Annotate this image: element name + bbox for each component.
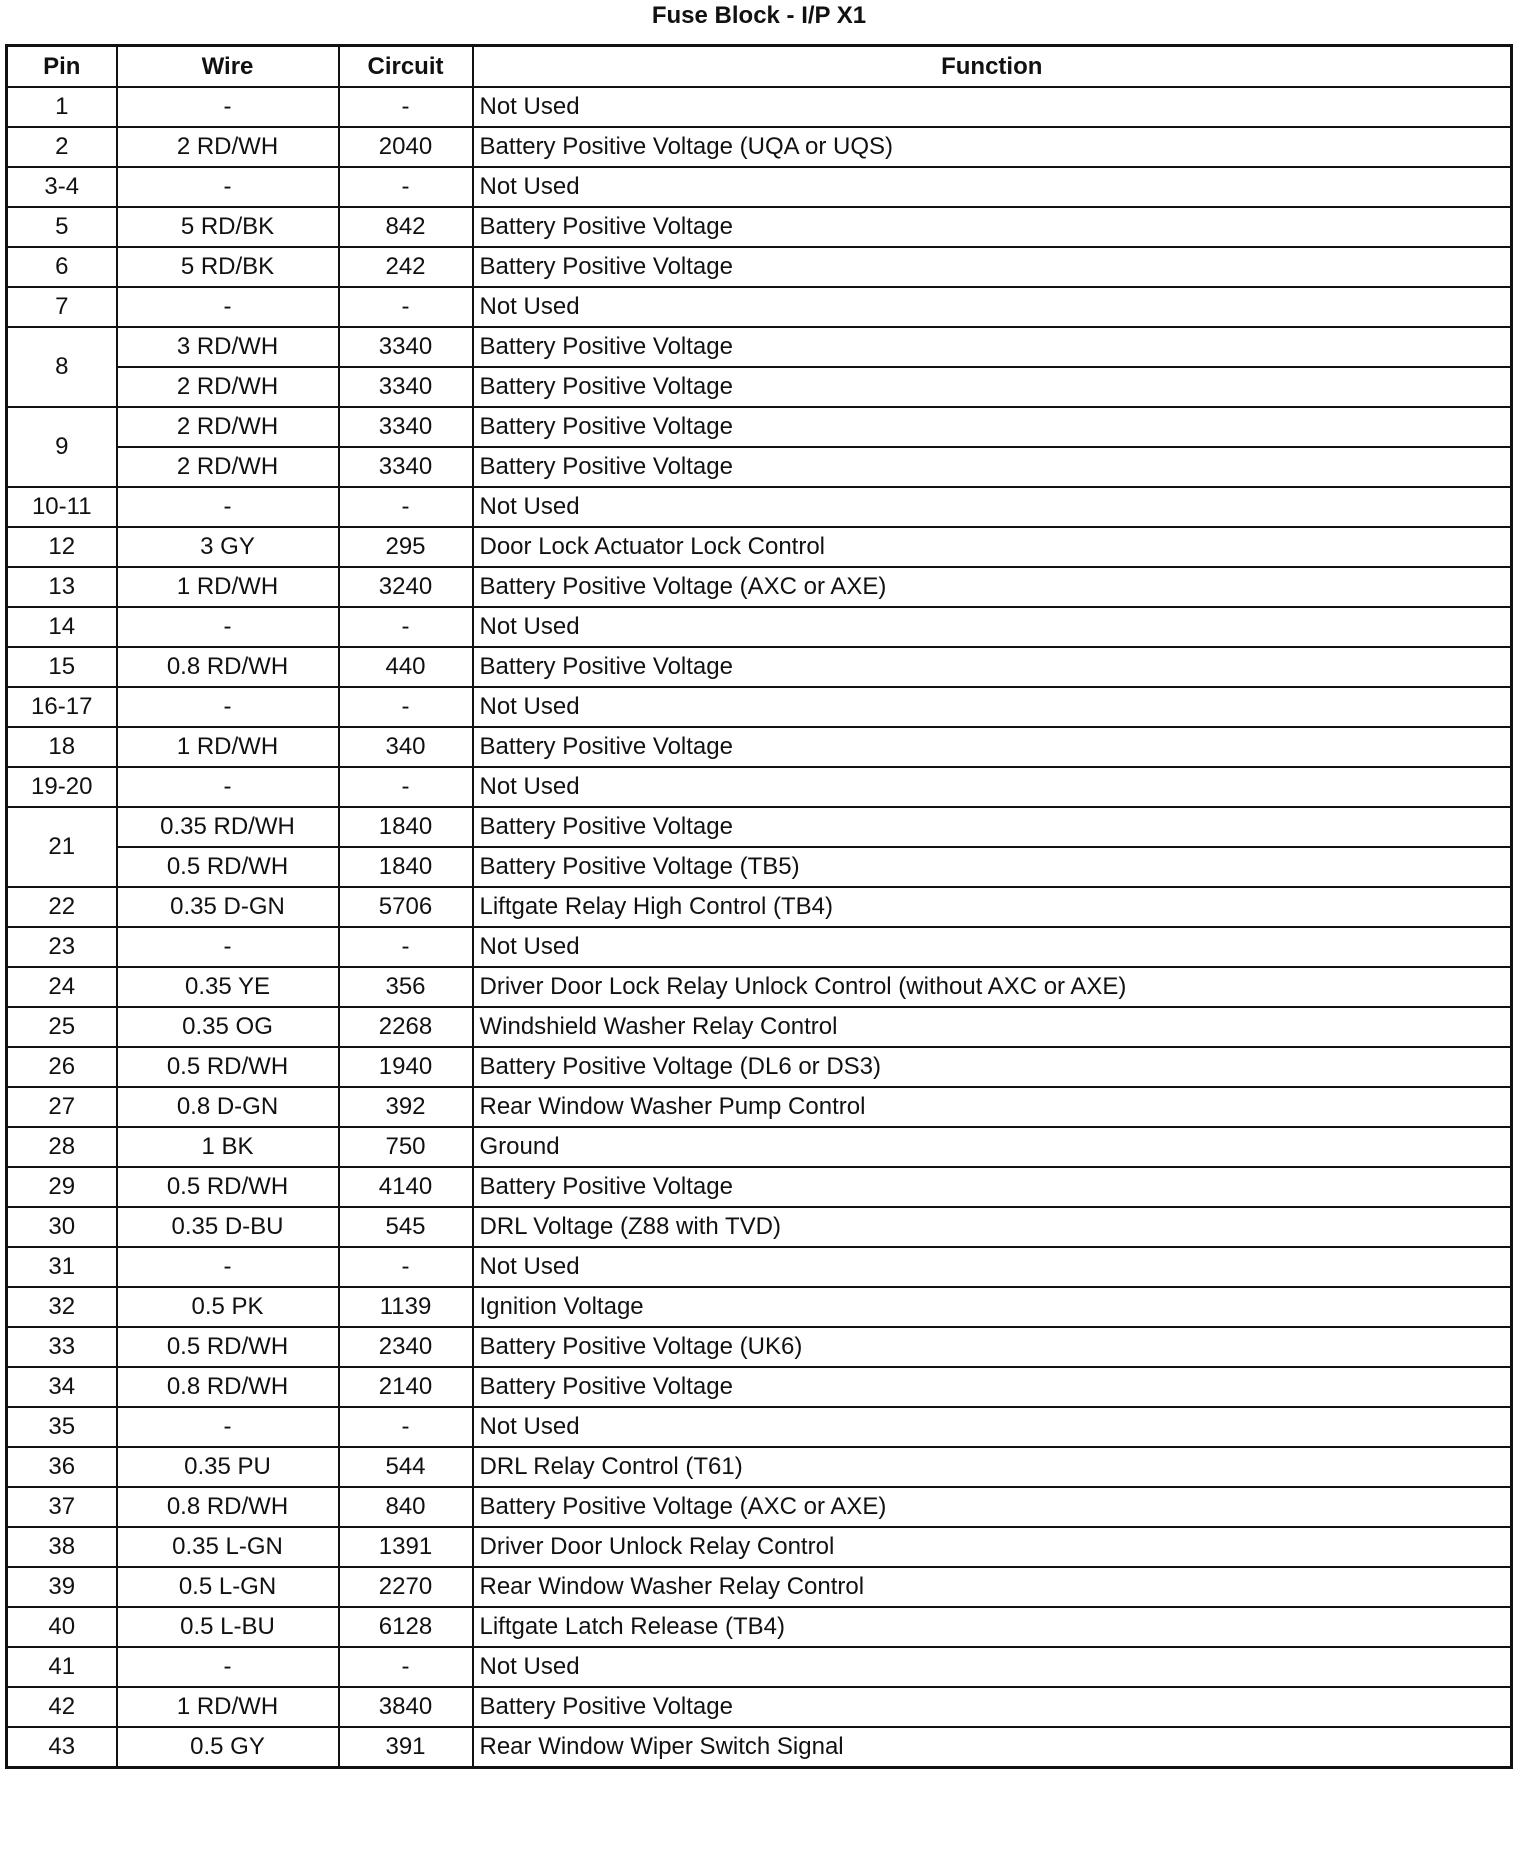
wire-cell: 0.8 RD/WH: [117, 647, 339, 687]
wire-cell: 2 RD/WH: [117, 367, 339, 407]
circuit-cell: -: [339, 1407, 473, 1447]
table-row: [7, 1487, 1512, 1527]
pin-cell: 30: [7, 1207, 117, 1247]
function-cell: Ignition Voltage: [473, 1287, 1512, 1327]
table-row: [7, 1727, 1512, 1768]
pin-cell: 12: [7, 527, 117, 567]
table-row: [7, 1647, 1512, 1687]
circuit-cell: 3240: [339, 567, 473, 607]
wire-cell: 0.8 RD/WH: [117, 1367, 339, 1407]
pin-cell: 8: [7, 327, 117, 407]
table-row: [7, 887, 1512, 927]
function-cell: Driver Door Lock Relay Unlock Control (without AXC or AXE): [473, 967, 1512, 1007]
table-row: [7, 1607, 1512, 1647]
circuit-cell: 842: [339, 207, 473, 247]
circuit-cell: 440: [339, 647, 473, 687]
pin-cell: 18: [7, 727, 117, 767]
wire-cell: 0.35 D-GN: [117, 887, 339, 927]
table-row: [7, 967, 1512, 1007]
function-cell: Battery Positive Voltage: [473, 207, 1512, 247]
function-cell: Not Used: [473, 927, 1512, 967]
circuit-cell: 1139: [339, 1287, 473, 1327]
function-cell: Not Used: [473, 767, 1512, 807]
circuit-cell: 6128: [339, 1607, 473, 1647]
wire-cell: 0.35 YE: [117, 967, 339, 1007]
circuit-cell: -: [339, 1647, 473, 1687]
table-row: [7, 1127, 1512, 1167]
function-cell: Not Used: [473, 287, 1512, 327]
wire-cell: 0.5 RD/WH: [117, 847, 339, 887]
function-cell: Battery Positive Voltage (TB5): [473, 847, 1512, 887]
function-cell: Battery Positive Voltage: [473, 447, 1512, 487]
pin-cell: 43: [7, 1727, 117, 1768]
table-row: [7, 807, 1512, 847]
pin-cell: 23: [7, 927, 117, 967]
wire-cell: 5 RD/BK: [117, 247, 339, 287]
function-cell: Rear Window Wiper Switch Signal: [473, 1727, 1512, 1768]
circuit-cell: -: [339, 167, 473, 207]
pin-cell: 27: [7, 1087, 117, 1127]
circuit-cell: -: [339, 87, 473, 127]
wire-cell: -: [117, 167, 339, 207]
circuit-cell: 750: [339, 1127, 473, 1167]
function-cell: Not Used: [473, 1247, 1512, 1287]
wire-cell: 0.5 L-GN: [117, 1567, 339, 1607]
circuit-cell: 3340: [339, 327, 473, 367]
circuit-cell: 544: [339, 1447, 473, 1487]
function-cell: Not Used: [473, 87, 1512, 127]
function-cell: Battery Positive Voltage: [473, 1167, 1512, 1207]
circuit-cell: 2040: [339, 127, 473, 167]
header-function: Function: [473, 46, 1512, 88]
table-row: [7, 1167, 1512, 1207]
table-row: [7, 167, 1512, 207]
pin-cell: 29: [7, 1167, 117, 1207]
pin-cell: 6: [7, 247, 117, 287]
function-cell: Battery Positive Voltage: [473, 1687, 1512, 1727]
wire-cell: 0.5 PK: [117, 1287, 339, 1327]
wire-cell: -: [117, 1407, 339, 1447]
circuit-cell: 2340: [339, 1327, 473, 1367]
circuit-cell: 295: [339, 527, 473, 567]
table-row: [7, 1567, 1512, 1607]
table-row: [7, 1207, 1512, 1247]
pin-cell: 16-17: [7, 687, 117, 727]
wire-cell: 5 RD/BK: [117, 207, 339, 247]
wire-cell: 0.5 GY: [117, 1727, 339, 1768]
function-cell: Liftgate Latch Release (TB4): [473, 1607, 1512, 1647]
wire-cell: 1 BK: [117, 1127, 339, 1167]
circuit-cell: -: [339, 287, 473, 327]
circuit-cell: 2270: [339, 1567, 473, 1607]
pinout-table: [5, 44, 1513, 1769]
table-row: [7, 647, 1512, 687]
wire-cell: -: [117, 1247, 339, 1287]
table-row: [7, 1247, 1512, 1287]
pin-cell: 21: [7, 807, 117, 887]
table-row: [7, 1047, 1512, 1087]
table-row: [7, 527, 1512, 567]
pin-cell: 1: [7, 87, 117, 127]
circuit-cell: 1940: [339, 1047, 473, 1087]
table-row: [7, 87, 1512, 127]
table-row: [7, 727, 1512, 767]
function-cell: Battery Positive Voltage: [473, 727, 1512, 767]
wire-cell: -: [117, 767, 339, 807]
pin-cell: 38: [7, 1527, 117, 1567]
function-cell: DRL Relay Control (T61): [473, 1447, 1512, 1487]
pin-cell: 34: [7, 1367, 117, 1407]
function-cell: Driver Door Unlock Relay Control: [473, 1527, 1512, 1567]
circuit-cell: 3340: [339, 367, 473, 407]
table-row: [7, 207, 1512, 247]
pin-cell: 32: [7, 1287, 117, 1327]
table-row: [7, 1007, 1512, 1047]
wire-cell: -: [117, 487, 339, 527]
function-cell: Battery Positive Voltage: [473, 407, 1512, 447]
header-circuit: Circuit: [339, 46, 473, 88]
table-row: [7, 687, 1512, 727]
document-title-text: Fuse Block - I/P X1: [651, 2, 867, 29]
table-row: [7, 407, 1512, 447]
function-cell: Rear Window Washer Pump Control: [473, 1087, 1512, 1127]
circuit-cell: -: [339, 687, 473, 727]
pin-cell: 14: [7, 607, 117, 647]
circuit-cell: 340: [339, 727, 473, 767]
function-cell: Battery Positive Voltage: [473, 327, 1512, 367]
function-cell: Battery Positive Voltage: [473, 1367, 1512, 1407]
pin-cell: 28: [7, 1127, 117, 1167]
wire-cell: 0.8 D-GN: [117, 1087, 339, 1127]
pin-cell: 36: [7, 1447, 117, 1487]
wire-cell: 2 RD/WH: [117, 407, 339, 447]
table-row: [7, 1087, 1512, 1127]
pin-cell: 5: [7, 207, 117, 247]
table-row: [7, 367, 1512, 407]
table-row: [7, 1527, 1512, 1567]
table-row: [7, 1327, 1512, 1367]
wire-cell: 2 RD/WH: [117, 127, 339, 167]
table-row: [7, 567, 1512, 607]
function-cell: Battery Positive Voltage (UK6): [473, 1327, 1512, 1367]
pin-cell: 41: [7, 1647, 117, 1687]
function-cell: Not Used: [473, 487, 1512, 527]
pin-cell: 25: [7, 1007, 117, 1047]
pin-cell: 3-4: [7, 167, 117, 207]
function-cell: Battery Positive Voltage (DL6 or DS3): [473, 1047, 1512, 1087]
circuit-cell: -: [339, 927, 473, 967]
pin-cell: 15: [7, 647, 117, 687]
wire-cell: 0.5 RD/WH: [117, 1167, 339, 1207]
pin-cell: 13: [7, 567, 117, 607]
function-cell: Battery Positive Voltage (UQA or UQS): [473, 127, 1512, 167]
pin-cell: 22: [7, 887, 117, 927]
table-row: [7, 127, 1512, 167]
pin-cell: 7: [7, 287, 117, 327]
circuit-cell: 4140: [339, 1167, 473, 1207]
function-cell: Battery Positive Voltage (AXC or AXE): [473, 567, 1512, 607]
wire-cell: 0.35 D-BU: [117, 1207, 339, 1247]
circuit-cell: 1840: [339, 847, 473, 887]
wire-cell: -: [117, 687, 339, 727]
circuit-cell: 840: [339, 1487, 473, 1527]
wire-cell: 0.8 RD/WH: [117, 1487, 339, 1527]
pin-cell: 33: [7, 1327, 117, 1367]
function-cell: DRL Voltage (Z88 with TVD): [473, 1207, 1512, 1247]
pin-cell: 26: [7, 1047, 117, 1087]
function-cell: Battery Positive Voltage: [473, 247, 1512, 287]
function-cell: Battery Positive Voltage (AXC or AXE): [473, 1487, 1512, 1527]
wire-cell: 0.35 L-GN: [117, 1527, 339, 1567]
wire-cell: 0.35 RD/WH: [117, 807, 339, 847]
pin-cell: 24: [7, 967, 117, 1007]
table-row: [7, 767, 1512, 807]
pin-cell: 40: [7, 1607, 117, 1647]
table-row: [7, 1367, 1512, 1407]
header-wire: Wire: [117, 46, 339, 88]
wire-cell: 0.5 RD/WH: [117, 1327, 339, 1367]
function-cell: Windshield Washer Relay Control: [473, 1007, 1512, 1047]
circuit-cell: 391: [339, 1727, 473, 1768]
function-cell: Not Used: [473, 607, 1512, 647]
function-cell: Not Used: [473, 1647, 1512, 1687]
circuit-cell: 242: [339, 247, 473, 287]
circuit-cell: 5706: [339, 887, 473, 927]
table-row: [7, 287, 1512, 327]
wire-cell: -: [117, 87, 339, 127]
circuit-cell: 1840: [339, 807, 473, 847]
table-row: [7, 927, 1512, 967]
table-row: [7, 1447, 1512, 1487]
wire-cell: 3 GY: [117, 527, 339, 567]
circuit-cell: 2268: [339, 1007, 473, 1047]
circuit-cell: 3340: [339, 407, 473, 447]
wire-cell: 0.35 PU: [117, 1447, 339, 1487]
function-cell: Liftgate Relay High Control (TB4): [473, 887, 1512, 927]
pin-cell: 19-20: [7, 767, 117, 807]
table-row: [7, 247, 1512, 287]
function-cell: Rear Window Washer Relay Control: [473, 1567, 1512, 1607]
circuit-cell: 2140: [339, 1367, 473, 1407]
document-title: [0, 0, 1520, 32]
table-row: [7, 847, 1512, 887]
wire-cell: -: [117, 1647, 339, 1687]
pin-cell: 31: [7, 1247, 117, 1287]
wire-cell: 0.5 RD/WH: [117, 1047, 339, 1087]
wire-cell: 3 RD/WH: [117, 327, 339, 367]
circuit-cell: 392: [339, 1087, 473, 1127]
pin-cell: 2: [7, 127, 117, 167]
wire-cell: -: [117, 287, 339, 327]
function-cell: Door Lock Actuator Lock Control: [473, 527, 1512, 567]
wire-cell: 2 RD/WH: [117, 447, 339, 487]
pin-cell: 35: [7, 1407, 117, 1447]
circuit-cell: -: [339, 607, 473, 647]
function-cell: Ground: [473, 1127, 1512, 1167]
header-pin: Pin: [7, 46, 117, 88]
pin-cell: 10-11: [7, 487, 117, 527]
circuit-cell: -: [339, 487, 473, 527]
wire-cell: 0.35 OG: [117, 1007, 339, 1047]
table-body: [7, 87, 1512, 1768]
circuit-cell: -: [339, 1247, 473, 1287]
table-row: [7, 1407, 1512, 1447]
pin-cell: 42: [7, 1687, 117, 1727]
wire-cell: 1 RD/WH: [117, 1687, 339, 1727]
function-cell: Not Used: [473, 167, 1512, 207]
pin-cell: 39: [7, 1567, 117, 1607]
function-cell: Not Used: [473, 687, 1512, 727]
circuit-cell: -: [339, 767, 473, 807]
circuit-cell: 545: [339, 1207, 473, 1247]
pin-cell: 9: [7, 407, 117, 487]
header-row: [7, 46, 1512, 88]
table-row: [7, 327, 1512, 367]
circuit-cell: 3840: [339, 1687, 473, 1727]
table-row: [7, 607, 1512, 647]
circuit-cell: 356: [339, 967, 473, 1007]
circuit-cell: 1391: [339, 1527, 473, 1567]
wire-cell: 1 RD/WH: [117, 727, 339, 767]
wire-cell: -: [117, 607, 339, 647]
function-cell: Not Used: [473, 1407, 1512, 1447]
wire-cell: 0.5 L-BU: [117, 1607, 339, 1647]
function-cell: Battery Positive Voltage: [473, 647, 1512, 687]
table-row: [7, 1687, 1512, 1727]
table-header: [7, 46, 1512, 88]
wire-cell: 1 RD/WH: [117, 567, 339, 607]
table-row: [7, 487, 1512, 527]
pin-cell: 37: [7, 1487, 117, 1527]
wire-cell: -: [117, 927, 339, 967]
table-row: [7, 447, 1512, 487]
function-cell: Battery Positive Voltage: [473, 367, 1512, 407]
function-cell: Battery Positive Voltage: [473, 807, 1512, 847]
circuit-cell: 3340: [339, 447, 473, 487]
table-row: [7, 1287, 1512, 1327]
